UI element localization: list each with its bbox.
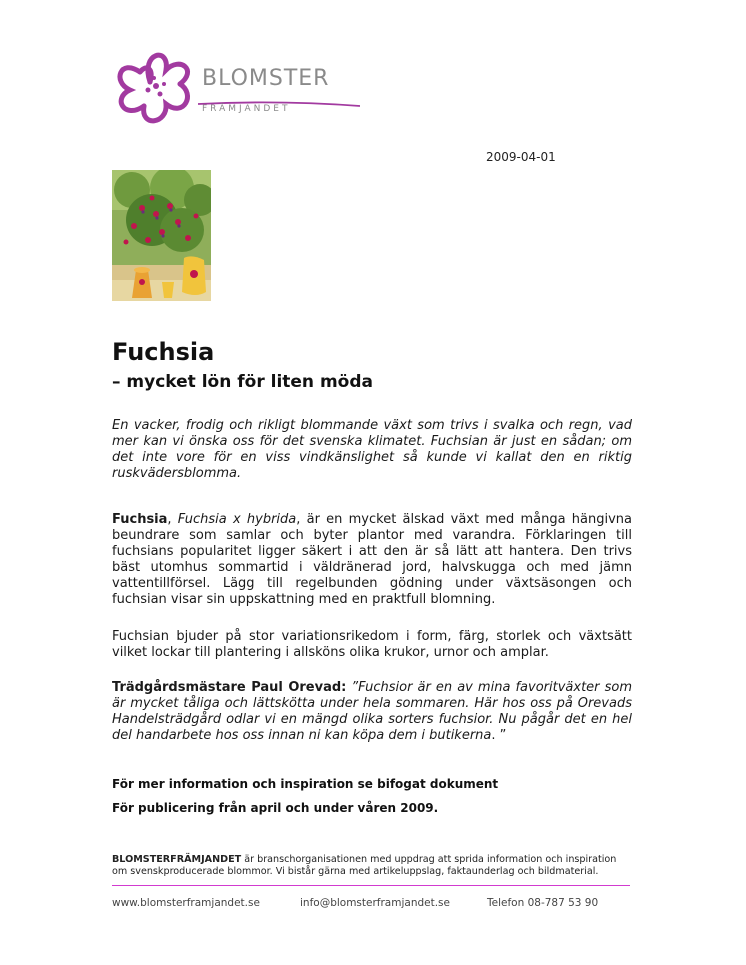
footer-website-link[interactable]: www.blomsterframjandet.se bbox=[112, 897, 260, 909]
intro-paragraph: En vacker, frodig och rikligt blommande växt som trivs i svalka och regn, vad mer kan vi önska oss för det svenska klimatet. Fuchsian är just en sådan; om det inte vore för en viss vindkänslighet så kunde vi kallat den en riktig ruskvädersblomma. bbox=[112, 418, 632, 481]
separator: , bbox=[167, 512, 178, 527]
blomsterframjandet-logo bbox=[110, 40, 370, 130]
logo-wordmark: BLOMSTER bbox=[202, 66, 330, 91]
quote-end: . ” bbox=[491, 728, 507, 743]
description-paragraph bbox=[112, 512, 632, 608]
footer-description bbox=[112, 854, 632, 878]
page-title: Fuchsia bbox=[112, 338, 215, 366]
fuchsia-plant-photo bbox=[112, 170, 211, 301]
footer-desc-text: är branschorganisationen med uppdrag att sprida information och inspiration om svenskproducerade blommor. Vi bistår gärna med artikeluppslag, faktaunderlag och bildmaterial. bbox=[112, 854, 617, 877]
page-subtitle: – mycket lön för liten möda bbox=[112, 372, 373, 392]
quote-text: ”Fuchsior är en av mina favoritväxter som är mycket tåliga och lättskötta under hela sommaren. Här hos oss på Orevads Handelsträdgård odlar vi en mängd olika sorters fuchsior. Nu pågår det en hel del handarbete hos oss innan ni kan köpa dem i butikerna bbox=[112, 680, 632, 743]
flower-logo-icon bbox=[110, 42, 198, 128]
plant-name: Fuchsia bbox=[112, 512, 168, 527]
latin-name: Fuchsia x hybrida bbox=[177, 512, 297, 527]
description-text: , är en mycket älskad växt med många hängivna beundrare som samlar och byter plantor med varandra. Förklaringen till fuchsians popularitet ligger säkert i att den är så lätt att hantera. Den trivs bäst utomhus sommartid i väldränerad jord, halvskugga och med jämn vattentillförsel. Lägg till regelbunden gödning under växtsäsongen och fuchsian visar sin uppskattning med en praktfull blomning. bbox=[112, 512, 632, 607]
more-info-note: För mer information och inspiration se bifogat dokument bbox=[112, 777, 499, 791]
quote-speaker: Trädgårdsmästare Paul Orevad: bbox=[112, 680, 347, 695]
variation-paragraph: Fuchsian bjuder på stor variationsrikedom i form, färg, storlek och växtsätt vilket lockar till plantering i allsköns olika krukor, urnor och amplar. bbox=[112, 629, 632, 660]
logo-subtitle: FRÄMJANDET bbox=[202, 104, 291, 114]
publication-note: För publicering från april och under våren 2009. bbox=[112, 801, 439, 815]
footer-email-link[interactable]: info@blomsterframjandet.se bbox=[300, 897, 450, 909]
footer-divider bbox=[112, 885, 630, 886]
footer-org-name: BLOMSTERFRÄMJANDET bbox=[112, 854, 242, 865]
quote-paragraph bbox=[112, 680, 632, 744]
release-date: 2009-04-01 bbox=[486, 150, 556, 164]
footer-phone: Telefon 08-787 53 90 bbox=[487, 897, 599, 909]
